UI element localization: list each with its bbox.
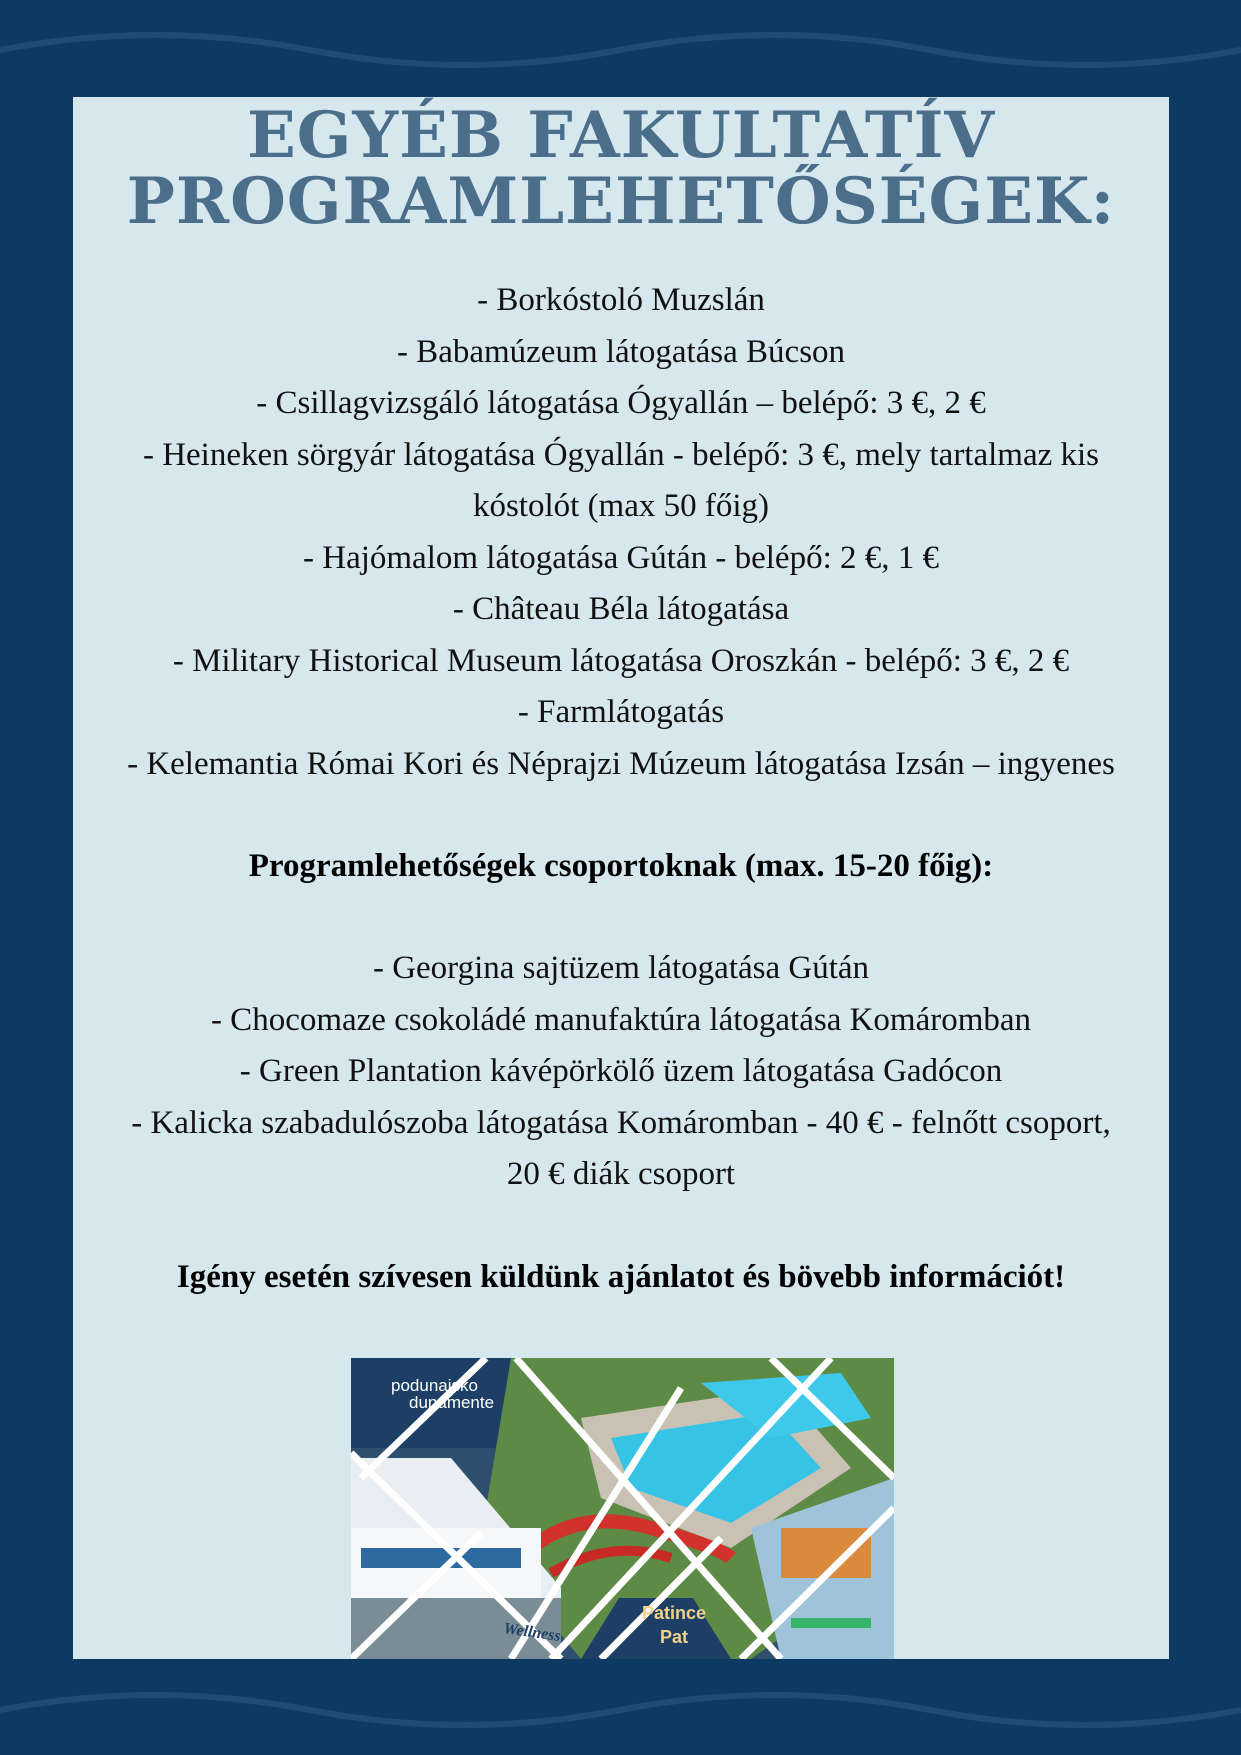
group-program-item: - Kalicka szabadulószoba látogatása Komáromban - 40 € - felnőtt csoport, 20 € diák csoport <box>131 1104 1111 1192</box>
program-item: - Hajómalom látogatása Gútán - belépő: 2 €, 1 € <box>303 539 939 576</box>
program-item: - Kelemantia Római Kori és Néprajzi Múzeum látogatása Izsán – ingyenes <box>127 745 1115 782</box>
program-item: - Farmlátogatás <box>517 694 725 730</box>
group-programs-heading: Programlehetőségek csoportoknak (max. 15-20 főig): <box>248 848 994 884</box>
program-list <box>73 275 1169 1303</box>
content-panel <box>73 97 1169 1659</box>
badge-text-1: Patince <box>641 1603 707 1623</box>
program-item: - Borkóstoló Muzslán <box>477 282 765 318</box>
boat-sign-text: Wellness <box>502 1620 562 1645</box>
group-program-item: - Green Plantation kávépörkölő üzem látogatása Gadócon <box>239 1053 1003 1089</box>
program-item: - Military Historical Museum látogatása Oroszkán - belépő: 3 €, 2 € <box>172 642 1070 679</box>
photo-collage <box>351 1358 894 1659</box>
closing-note: Igény esetén szívesen küldünk ajánlatot és bövebb információt! <box>176 1258 1066 1295</box>
page-title <box>73 98 1169 239</box>
logo-text-1: podunajsko <box>391 1376 478 1395</box>
program-item: - Csillagvizsgáló látogatása Ógyallán – belépő: 3 €, 2 € <box>256 385 986 421</box>
background-wave <box>0 1680 1241 1740</box>
background-wave <box>0 20 1241 80</box>
program-item: - Château Béla látogatása <box>452 591 790 627</box>
program-item: - Babamúzeum látogatása Búcson <box>396 333 846 370</box>
logo-text-2: dunamente <box>409 1393 495 1412</box>
program-item: - Heineken sörgyár látogatása Ógyallán - belépő: 3 €, mely tartalmaz kis kóstolót (max 50 főig) <box>142 436 1100 524</box>
group-program-item: - Georgina sajtüzem látogatása Gútán <box>372 950 870 986</box>
title-line-1: EGYÉB FAKULTATÍV <box>246 98 996 173</box>
collage-image <box>351 1358 894 1659</box>
badge-text-2: Pat <box>659 1627 689 1647</box>
title-line-2: PROGRAMLEHETŐSÉGEK: <box>126 164 1116 239</box>
group-program-item: - Chocomaze csokoládé manufaktúra látogatása Komáromban <box>210 1001 1032 1038</box>
